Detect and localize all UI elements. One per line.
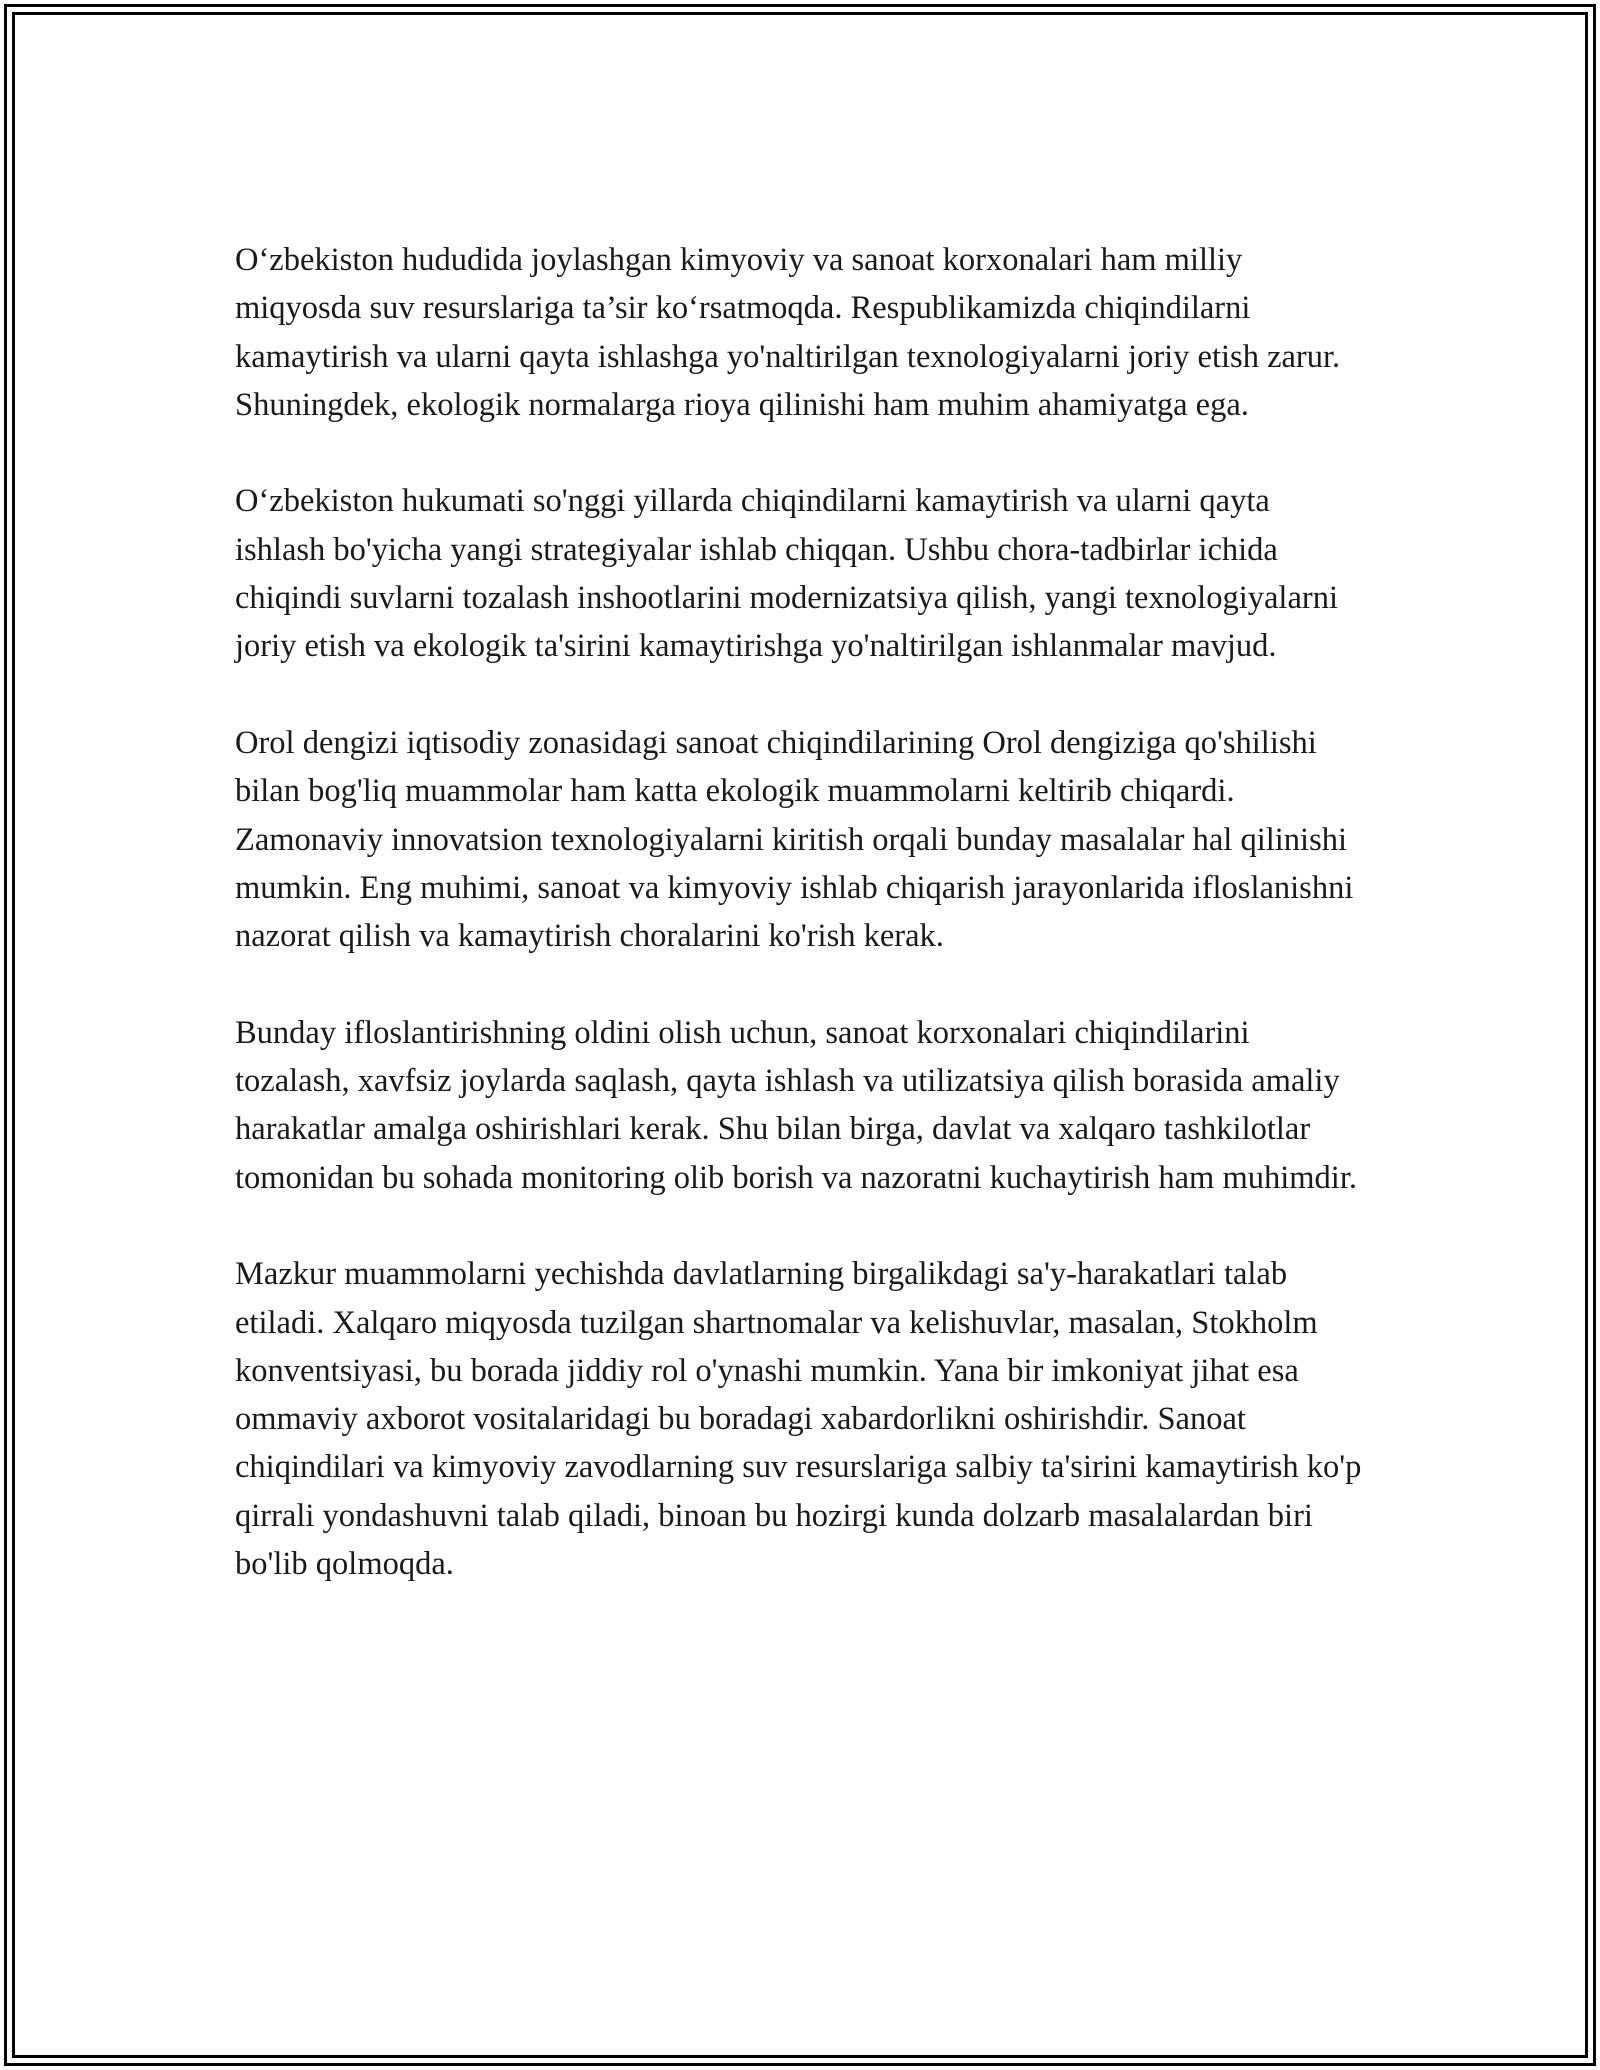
- paragraph-4: Bunday ifloslantirishning oldini olish uchun, sanoat korxonalari chiqindilarini tozalash, xavfsiz joylarda saqlash, qayta ishlash va utilizatsiya qilish borasida amaliy harakatlar amalga oshirishlari kerak. Shu bilan birga, davlat va xalqaro tashkilotlar tomonidan bu sohada monitoring olib borish va nazoratni kuchaytirish ham muhimdir.: [235, 1014, 1357, 1196]
- paragraph-5: Mazkur muammolarni yechishda davlatlarning birgalikdagi sa'y-harakatlari talab etiladi. Xalqaro miqyosda tuzilgan shartnomalar va kelishuvlar, masalan, Stokholm konventsiyasi, bu borada jiddiy rol o'ynashi mumkin. Yana bir imkoniyat jihat esa ommaviy axborot vositalaridagi bu boradagi xabardorlikni oshirishdir. Sanoat chiqindilari va kimyoviy zavodlarning suv resurslariga salbiy ta'sirini kamaytirish ko'p qirrali yondashuvni talab qiladi, binoan bu hozirgi kunda dolzarb masalalardan biri bo'lib qolmoqda.: [235, 1256, 1362, 1583]
- paragraph-1: O‘zbekiston hududida joylashgan kimyoviy va sanoat korxonalari ham milliy miqyosda suv resurslariga ta’sir ko‘rsatmoqda. Respublikamizda chiqindilarni kamaytirish va ularni qayta ishlashga yo'naltirilgan texnologiyalarni joriy etish zarur. Shuningdek, ekologik normalarga rioya qilinishi ham muhim ahamiyatga ega.: [235, 242, 1341, 423]
- paragraph-3: Orol dengizi iqtisodiy zonasidagi sanoat chiqindilarining Orol dengiziga qo'shilishi bilan bog'liq muammolar ham katta ekologik muammolarni keltirib chiqardi. Zamonaviy innovatsion texnologiyalarni kiritish orqali bunday masalalar hal qilinishi mumkin. Eng muhimi, sanoat va kimyoviy ishlab chiqarish jarayonlarida ifloslanishni nazorat qilish va kamaytirish choralarini ko'rish kerak.: [235, 724, 1354, 955]
- document-body: [235, 236, 1365, 1637]
- paragraph-2: O‘zbekiston hukumati so'nggi yillarda chiqindilarni kamaytirish va ularni qayta ishlash bo'yicha yangi strategiyalar ishlab chiqqan. Ushbu chora-tadbirlar ichida chiqindi suvlarni tozalash inshootlarini modernizatsiya qilish, yangi texnologiyalarni joriy etish va ekologik ta'sirini kamaytirishga yo'naltirilgan ishlanmalar mavjud.: [235, 483, 1338, 665]
